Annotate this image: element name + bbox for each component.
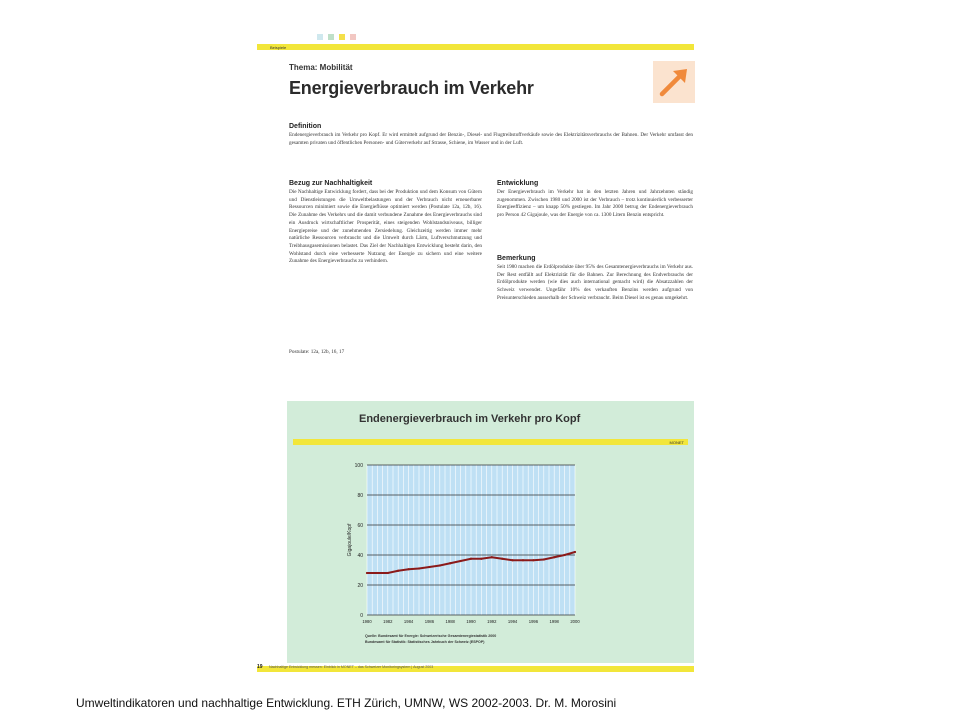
data-point xyxy=(553,556,555,558)
x-tick-label: 1980 xyxy=(362,619,372,624)
development-heading: Entwicklung xyxy=(497,180,539,187)
sustainability-heading: Bezug zur Nachhaltigkeit xyxy=(289,180,373,187)
data-point xyxy=(512,559,514,561)
square-blue xyxy=(317,34,323,40)
data-point xyxy=(564,554,566,556)
data-point xyxy=(460,560,462,562)
footer-text: Nachhaltige Entwicklung messen: Einblick in MONET – das Schweizer Monitoringsystem | August 2003 xyxy=(269,665,434,669)
data-point xyxy=(574,551,576,553)
data-point xyxy=(366,572,368,574)
source-line: Quelle: Bundesamt für Energie: Schweizerische Gesamtenergiestatistik 2000 xyxy=(365,634,497,638)
data-point xyxy=(408,568,410,570)
data-point xyxy=(439,564,441,566)
y-tick-label: 100 xyxy=(354,463,363,469)
definition-heading: Definition xyxy=(289,123,322,130)
section-tag: Beispiele xyxy=(270,45,287,50)
x-tick-label: 1992 xyxy=(487,619,497,624)
remark-heading: Bemerkung xyxy=(497,255,536,262)
theme-label: Thema: Mobilität xyxy=(289,63,353,72)
trend-arrow-icon xyxy=(653,61,695,103)
data-point xyxy=(501,558,503,560)
color-squares xyxy=(317,34,356,40)
y-tick-label: 20 xyxy=(357,583,363,589)
remark-text: Seit 1980 machen die Erdölprodukte über 95% des Gesamtenergieverbrauchs im Verkehr aus. Der Rest entfällt auf Elektrizität für die Bahnen. Zur Berechnung des Endverbrauchs der Erdölprodukte werden (wie dies auch international gemacht wird) die Absatzzahlen der Schweiz verwendet. Ungefähr 10% des verkauften Benzins werden aufgrund von Preisunterschieden ausserhalb der Schweiz verbraucht. Beim Diesel ist es genau umgekehrt. xyxy=(497,264,693,301)
square-yellow xyxy=(339,34,345,40)
square-green xyxy=(328,34,334,40)
development-text: Der Energieverbrauch im Verkehr hat in den letzten Jahren und Jahrzehnten ständig zugenommen. Zwischen 1980 und 2000 ist der Verbrauch – trotz kontinuierlich verbesserter Energieeffizienz – um knapp 50% gestiegen. Im Jahr 2000 betrug der Endenergieverbrauch pro Person 42 Gigajoule, was der Energie von ca. 1300 Litern Benzin entspricht. xyxy=(497,189,693,219)
x-tick-label: 1982 xyxy=(383,619,393,624)
y-tick-label: 0 xyxy=(360,613,363,619)
x-tick-label: 1984 xyxy=(403,619,414,624)
data-point xyxy=(449,562,451,564)
definition-text: Endenergieverbrauch im Verkehr pro Kopf. Er wird ermittelt aufgrund der Benzin-, Diesel- und Flugtreibstoffverkäufe sowie des Elektrizitätsverbrauchs der Bahnen. Der Verkehr umfasst den gesamten privaten und öffentlichen Personen- und Güterverkehr auf Strasse, Schiene, im Wasser und in der Luft. xyxy=(289,132,693,146)
data-point xyxy=(532,559,534,561)
x-tick-label: 2000 xyxy=(570,619,580,624)
y-tick-label: 80 xyxy=(357,493,363,499)
postulates-text: Postulate: 12a, 12b, 16, 17 xyxy=(289,349,345,355)
x-tick-label: 1994 xyxy=(507,619,518,624)
square-pink xyxy=(350,34,356,40)
data-point xyxy=(376,572,378,574)
y-tick-label: 60 xyxy=(357,523,363,529)
document-page xyxy=(257,28,695,678)
sustainability-text: Die Nachhaltige Entwicklung fordert, dass bei der Produktion und dem Konsum von Gütern und Dienstleistungen die Umweltbelastungen und der Verbrauch nicht erneuerbarer Ressourcen minimiert sowie die Energieflüsse optimiert werden (Postulate 12a, 12b, 16). Die Zunahme des Verkehrs und die damit verbundene Zunahme des Energieverbrauchs sind ein Ausdruck wirtschaftlicher Prosperität, eines steigenden Wohlstandsniveaus, billiger Energiepreise und der zunehmenden Zersiedelung. Gleichzeitig werden immer mehr natürliche Ressourcen verbraucht und die Umwelt durch Lärm, Luftverschmutzung und Treibhausgasemissionen belastet. Das Ziel der Nachhaltigen Entwicklung besteht darin, den Wohlstand durch eine verbesserte Nutzung der Energie zu sichern und eine weitere Zunahme des Energieverbrauchs zu verhindern. xyxy=(289,189,482,265)
slide-caption: Umweltindikatoren und nachhaltige Entwicklung. ETH Zürich, UMNW, WS 2002-2003. Dr. M. Morosini xyxy=(76,696,617,710)
data-point xyxy=(470,558,472,560)
chart-sources xyxy=(365,633,496,645)
data-point xyxy=(418,567,420,569)
data-point xyxy=(397,570,399,572)
chart-panel xyxy=(287,401,694,663)
data-point xyxy=(428,566,430,568)
page-number: 19 xyxy=(257,664,263,670)
x-tick-label: 1996 xyxy=(528,619,539,624)
y-axis-label: Gigajoule/Kopf xyxy=(347,523,353,557)
top-accent-bar xyxy=(257,44,694,50)
source-line: Bundesamt für Statistik: Statistisches Jahrbuch der Schweiz (ESPOP) xyxy=(365,640,485,644)
x-tick-label: 1990 xyxy=(466,619,476,624)
energy-line-chart xyxy=(327,451,589,631)
data-point xyxy=(387,572,389,574)
x-tick-label: 1986 xyxy=(424,619,435,624)
data-point xyxy=(480,558,482,560)
chart-code: MONET xyxy=(669,440,684,445)
data-point xyxy=(543,558,545,560)
chart-title: Endenergieverbrauch im Verkehr pro Kopf xyxy=(359,413,581,425)
data-point xyxy=(522,559,524,561)
chart-accent-bar xyxy=(293,439,688,445)
data-point xyxy=(491,556,493,558)
x-tick-label: 1988 xyxy=(445,619,455,624)
x-tick-label: 1998 xyxy=(549,619,559,624)
y-tick-label: 40 xyxy=(357,553,363,559)
page-title: Energieverbrauch im Verkehr xyxy=(289,78,534,98)
